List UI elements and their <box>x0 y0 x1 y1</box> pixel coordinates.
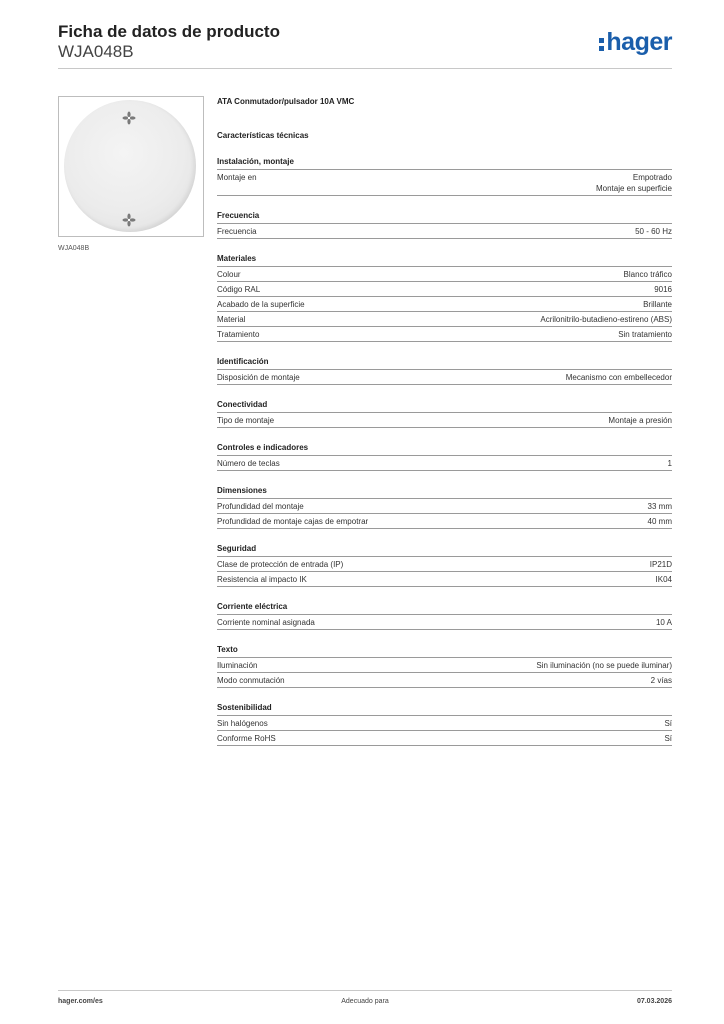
spec-label: Tratamiento <box>217 330 260 339</box>
spec-row <box>217 267 672 282</box>
spec-section <box>217 442 672 471</box>
tech-heading: Características técnicas <box>217 131 309 140</box>
spec-label: Clase de protección de entrada (IP) <box>217 560 344 569</box>
spec-row <box>217 499 672 514</box>
header-divider <box>58 68 672 69</box>
spec-section <box>217 601 672 630</box>
section-title: Materiales <box>217 253 672 267</box>
spec-value <box>596 172 672 194</box>
spec-row <box>217 312 672 327</box>
spec-value-line: Sin iluminación (no se puede iluminar) <box>536 661 672 670</box>
spec-row <box>217 282 672 297</box>
spec-value <box>624 269 672 280</box>
spec-value-line: Sí <box>664 719 672 728</box>
spec-value <box>635 226 672 237</box>
spec-value <box>668 458 672 469</box>
spec-row <box>217 514 672 529</box>
section-title: Frecuencia <box>217 210 672 224</box>
spec-section <box>217 485 672 529</box>
product-code: WJA048B <box>58 42 134 61</box>
spec-row <box>217 615 672 630</box>
spec-row <box>217 297 672 312</box>
spec-row <box>217 224 672 239</box>
spec-row <box>217 170 672 196</box>
logo-text: hager <box>606 28 672 56</box>
spec-value-line: 40 mm <box>647 517 672 526</box>
spec-value-line: 33 mm <box>647 502 672 511</box>
spec-value <box>654 284 672 295</box>
fan-symbol-top-icon <box>122 111 136 125</box>
spec-label: Profundidad de montaje cajas de empotrar <box>217 517 369 526</box>
spec-value <box>618 329 672 340</box>
spec-value <box>656 574 672 585</box>
footer-center-text: Adecuado para <box>341 998 389 1005</box>
section-title: Corriente eléctrica <box>217 601 672 615</box>
spec-value-line: Montaje en superficie <box>595 184 672 193</box>
spec-row <box>217 456 672 471</box>
spec-section <box>217 210 672 239</box>
document-title: Ficha de datos de producto <box>58 22 280 41</box>
spec-label: Montaje en <box>217 173 257 182</box>
logo-dots-icon <box>599 35 604 51</box>
spec-value-line: Acrilonitrilo-butadieno-estireno (ABS) <box>540 315 672 324</box>
spec-row <box>217 572 672 587</box>
section-title: Conectividad <box>217 399 672 413</box>
spec-value <box>651 675 672 686</box>
spec-label: Corriente nominal asignada <box>217 618 315 627</box>
spec-value-line: Sí <box>664 734 672 743</box>
spec-value-line: Sin tratamiento <box>618 330 672 339</box>
spec-value <box>648 516 672 527</box>
section-title: Texto <box>217 644 672 658</box>
spec-value-line: Blanco tráfico <box>623 270 672 279</box>
spec-label: Iluminación <box>217 661 258 670</box>
spec-section <box>217 253 672 342</box>
section-title: Instalación, montaje <box>217 156 672 170</box>
spec-value-line: Brillante <box>643 300 672 309</box>
spec-label: Acabado de la superficie <box>217 300 305 309</box>
section-title: Identificación <box>217 356 672 370</box>
spec-label: Conforme RoHS <box>217 734 276 743</box>
spec-row <box>217 731 672 746</box>
spec-value-line: Montaje a presión <box>608 416 672 425</box>
spec-row <box>217 658 672 673</box>
spec-value-line: 10 A <box>655 618 672 627</box>
spec-section <box>217 644 672 688</box>
product-name: ATA Conmutador/pulsador 10A VMC <box>217 97 355 106</box>
footer-date: 07.03.2026 <box>636 998 672 1005</box>
spec-value <box>536 660 672 671</box>
spec-value <box>656 617 672 628</box>
spec-row <box>217 413 672 428</box>
spec-row <box>217 673 672 688</box>
page-footer <box>58 998 672 1010</box>
spec-label: Profundidad del montaje <box>217 502 304 511</box>
spec-value-line: Empotrado <box>632 173 672 182</box>
spec-section <box>217 399 672 428</box>
spec-label: Material <box>217 315 246 324</box>
spec-label: Frecuencia <box>217 227 257 236</box>
spec-value <box>643 299 672 310</box>
footer-website: hager.com/es <box>58 998 103 1005</box>
spec-value-line: 2 vías <box>650 676 672 685</box>
spec-label: Resistencia al impacto IK <box>217 575 307 584</box>
spec-value <box>650 559 672 570</box>
spec-label: Colour <box>217 270 241 279</box>
spec-sections <box>217 156 672 746</box>
spec-value-line: IP21D <box>649 560 672 569</box>
section-title: Dimensiones <box>217 485 672 499</box>
product-image <box>58 96 204 237</box>
spec-sheet <box>217 96 672 746</box>
spec-value-line: 50 - 60 Hz <box>635 227 672 236</box>
spec-value <box>664 733 672 744</box>
image-caption: WJA048B <box>58 245 90 252</box>
spec-value <box>608 415 672 426</box>
spec-label: Tipo de montaje <box>217 416 275 425</box>
spec-row <box>217 370 672 385</box>
spec-value-line: IK04 <box>655 575 672 584</box>
spec-value-line: 1 <box>667 459 672 468</box>
section-title: Seguridad <box>217 543 672 557</box>
spec-label: Disposición de montaje <box>217 373 300 382</box>
spec-row <box>217 327 672 342</box>
spec-section <box>217 702 672 746</box>
spec-section <box>217 156 672 196</box>
spec-label: Sin halógenos <box>217 719 268 728</box>
spec-value <box>664 718 672 729</box>
spec-label: Código RAL <box>217 285 261 294</box>
spec-value <box>540 314 672 325</box>
fan-symbol-bottom-icon <box>122 213 136 227</box>
spec-row <box>217 716 672 731</box>
spec-section <box>217 543 672 587</box>
section-title: Controles e indicadores <box>217 442 672 456</box>
spec-value-line: Mecanismo con embellecedor <box>565 373 672 382</box>
spec-row <box>217 557 672 572</box>
section-title: Sostenibilidad <box>217 702 672 716</box>
page-header <box>58 22 672 68</box>
spec-label: Número de teclas <box>217 459 280 468</box>
hager-logo <box>599 28 672 56</box>
spec-value <box>566 372 672 383</box>
spec-section <box>217 356 672 385</box>
spec-value-line: 9016 <box>654 285 672 294</box>
spec-label: Modo conmutación <box>217 676 285 685</box>
spec-value <box>648 501 672 512</box>
footer-divider <box>58 990 672 991</box>
